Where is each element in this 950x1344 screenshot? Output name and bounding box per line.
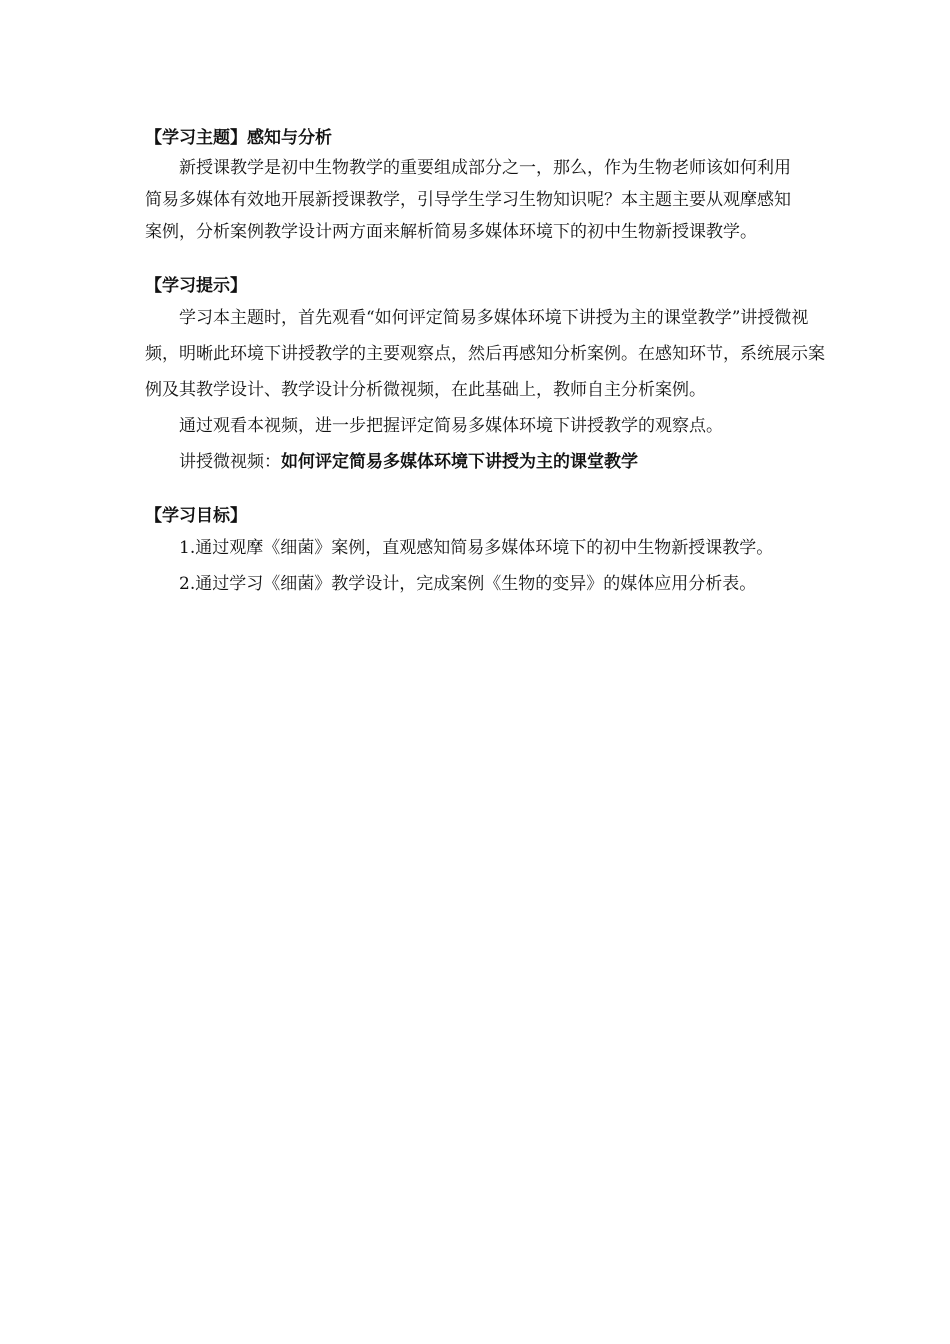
video-label: 讲授微视频： (179, 452, 281, 472)
tips-paragraph: 学习本主题时，首先观看“如何评定简易多媒体环境下讲授为主的课堂教学”讲授微视频，明晰此环境下讲授教学的主要观察点，然后再感知分析案例。在感知环节，系统展示案例及其教学设计、教学设计分析微视频，在此基础上，教师自主分析案例。 (145, 308, 825, 400)
goals-heading: 【学习目标】 (145, 506, 247, 526)
theme-heading: 【学习主题】感知与分析 (145, 128, 332, 148)
tips-heading: 【学习提示】 (145, 276, 247, 296)
section-spacer (145, 480, 825, 502)
video-title-link[interactable]: 如何评定简易多媒体环境下讲授为主的课堂教学 (281, 452, 638, 472)
section-spacer (145, 248, 825, 272)
goal-item-2: 2.通过学习《细菌》教学设计，完成案例《生物的变异》的媒体应用分析表。 (179, 574, 757, 594)
goal-item-1: 1.通过观摩《细菌》案例，直观感知简易多媒体环境下的初中生物新授课教学。 (179, 538, 774, 558)
video-link-line (145, 444, 825, 480)
document-content (145, 124, 825, 602)
theme-paragraph: 新授课教学是初中生物教学的重要组成部分之一，那么，作为生物老师该如何利用简易多媒体有效地开展新授课教学，引导学生学习生物知识呢？本主题主要从观摩感知案例，分析案例教学设计两方面来解析简易多媒体环境下的初中生物新授课教学。 (145, 158, 791, 242)
video-intro-paragraph: 通过观看本视频，进一步把握评定简易多媒体环境下讲授教学的观察点。 (179, 416, 723, 436)
